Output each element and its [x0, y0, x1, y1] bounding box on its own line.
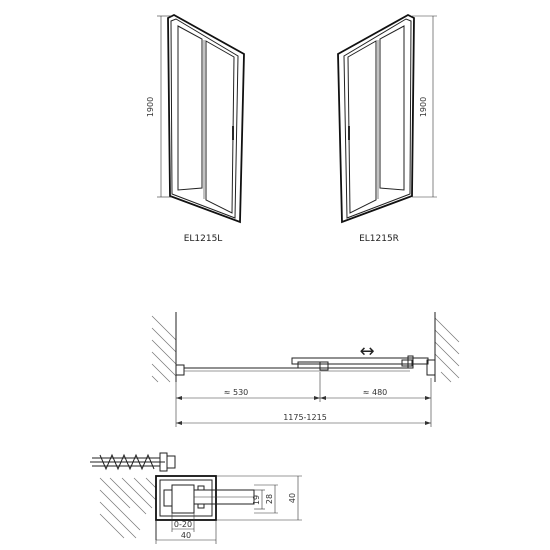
right-door-elevation: [338, 15, 437, 244]
left-door-sliding-panel: [206, 41, 234, 213]
right-opening-label: ≈ 480: [362, 388, 388, 397]
profile-detail: [90, 453, 302, 544]
right-door-model-label: EL1215R: [359, 234, 399, 244]
left-door-elevation: [146, 15, 244, 244]
total-width-label: 1175-1215: [283, 413, 327, 422]
adjustable-profile: [172, 485, 194, 513]
dimension-40-vertical-label: 40: [288, 492, 297, 504]
right-wall-hatching: [435, 312, 459, 382]
left-door-fixed-panel: [178, 26, 202, 190]
slide-direction-arrow: ↔: [359, 341, 375, 362]
right-height-label: 1900: [419, 96, 428, 118]
wall-anchor: [90, 453, 175, 471]
dimension-19-label: 19: [252, 494, 261, 506]
left-door-model-label: EL1215L: [183, 234, 223, 244]
dimension-0-20-label: 0-20: [173, 520, 193, 529]
left-wall-hatching: [152, 312, 176, 382]
plan-view: [152, 312, 459, 427]
left-height-label: 1900: [146, 96, 155, 118]
right-door-fixed-panel: [380, 26, 404, 190]
profile-wall-hatching: [100, 476, 156, 540]
dimension-40-horizontal-label: 40: [180, 531, 192, 540]
right-door-sliding-panel: [348, 41, 376, 213]
left-opening-label: ≈ 530: [223, 388, 249, 397]
left-wall-profile: [176, 365, 184, 375]
dimension-28-label: 28: [265, 493, 274, 505]
